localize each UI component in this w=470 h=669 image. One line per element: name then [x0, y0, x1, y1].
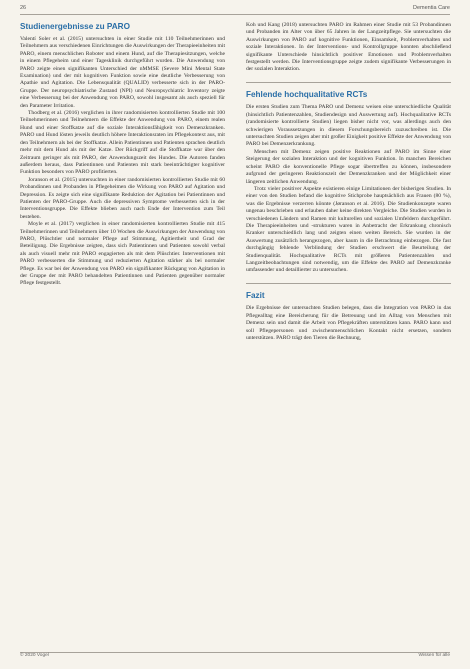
footer-copyright: © 2020 Vogel — [20, 653, 49, 658]
section-divider — [246, 283, 451, 284]
paragraph: Thodberg et al. (2016) verglichen in ihrer randomisierten kontrollierten Studie mit 100 Teilnehmerinnen und Teilnehmern die Effekte der Anwendung von PARO, einem realen Hund und einer Stoffkatze auf die soziale Interaktionsfähigkeit von Demenzkranken. PARO und Hund lösten jeweils deutlich höhere Interaktionsraten im Pflegekontext aus, mit den Teilnehmern als bei der Stoffkatze. Allein Patientinnen und Patienten sprachen deutlich mehr mit dem Hund als mit der Katze. Der Rückgriff auf die Stoffkatze war über den Zeitraum geringer als mit PARO, der Anwendungszeit des Hundes. Die Autoren fanden außerdem heraus, dass Patientinnen und Patienten mit stark beeinträchtigter kognitiver Funktion besonders von PARO profitierten. — [20, 110, 225, 176]
paragraph: Die Ergebnisse der untersuchten Studien belegen, dass die Integration von PARO in das Pflegealltag eine Bereicherung für die Betreuung und im Alltag von Menschen mit Demenz sein und damit die Arbeit von Pflegekräften unterstützen kann. PARO kann und soll Pflegepersonen und zwischenmenschlichen Kontakt nicht ersetzen, sondern unterstützen. PARO trägt den Tieren die Rechnung, — [246, 305, 451, 341]
journal-title: Dementia Care — [413, 5, 450, 11]
right-column — [246, 22, 451, 342]
footer-site: Wissen für alle — [418, 653, 450, 658]
paragraph: Menschen mit Demenz zeigen positive Reaktionen auf PARO im Sinne einer Steigerung der sozialen Interaktion und der kognitiven Funktion. In manchen Bereichen scheint PARO die konventionelle Pflege sogar übertreffen zu können, insbesondere aufgrund der geringeren Reaktionszeit der Demenzkranken und der Möglichkeit einer längeren zeitlichen Anwendung. — [246, 148, 451, 185]
page-number: 26 — [20, 5, 27, 11]
section-heading-rcts: Fehlende hochqualitative RCTs — [246, 90, 368, 100]
header-divider — [20, 14, 450, 15]
paragraph: Valentí Soler et al. (2015) untersuchten in einer Studie mit 110 Teilnehmerinnen und Teilnehmern aus verschiedenen Einrichtungen die Auswirkungen der Therapieeinheiten mit PARO, einem menschlichen Roboter und einem Hund, auf die Therapiesitzungen, welche in einem Pflegeheim und einer Tagesklinik durchgeführt wurden. Die Anwendung von PARO zeigte einen signifikanten Unterschied der nMMSE (Severe Mini Mental State Examination) und der mit kognitiven Funktion sowie eine deutliche Verbesserung von Apathie und Agitation. Die Lebensqualität (QUALID) verbesserte sich in der PARO-Gruppe. Der neuropsychiatrische Zustand (NPI) und Neuropsychiatric Inventory zeigte eine Verbesserung bei der Anwendung von PARO, sowohl insgesamt als auch speziell für den Parameter Irritation. — [20, 36, 225, 109]
paragraph: Trotz vieler positiver Aspekte existieren einige Limitationen der bisherigen Studien. In einer von den Studien befand die kognitive Stichprobe hauptsächlich aus Frauen (80 %), was die Ergebnisse verzerren könnte (Jøranson et al. 2016). Die Studienkonzepte waren ungenau beschrieben und erlauben daher keine direkten Vergleiche. Die Studien wurden in verschiedenen Ländern und Ramen mit kulturellen und sozialen Umfeldern durchgeführt. Die Therapieeinheiten und -strukturen waren in Anbetracht der Erkrankung chronisch Kranker unterschiedlich lang und zeigten einen weiten Bereich. Sie wurden in der Auswertung zusätzlich herangezogen, aber kaum in die Betrachtung einbezogen. Die fast durchgängig fehlende Verblindung der Studien erschwert die Beurteilung der Studienqualität. Hochqualitative RCTs mit größeren Patientenzahlen und Langzeitbeobachtungen sind notwendig, um die Effekte des PARO auf Demenzkranke umfassender und detaillierter zu untersuchen. — [246, 185, 451, 274]
paragraph: Die ersten Studien zum Thema PARO und Demenz weisen eine unterschiedliche Qualität (hinsichtlich Patientenzahlen, Studiendesign und Auswertung auf). Hochqualitative RCTs (randomisierte kontrollierte Studien) liegen bisher nicht vor, was allerdings auch den schwierigen Voraussetzungen in diesem Forschungsbereich zuzuschreiben ist. Die untersuchten Studien zeigen aber mit großer Einigkeit positive Effekte der Anwendung von PARO bei Demenzerkrankung. — [246, 104, 451, 148]
paragraph: Joranson et al. (2015) untersuchten in einer randomisierten kontrollierten Studie mit 60 Probandinnen und Probanden in Pflegeheimen die Wirkung von PARO auf Agitation und Depression. Es zeigte sich eine signifikante Reduktion der Agitation bei Patientinnen und Patienten der PARO-Gruppe. Auch die depressiven Symptome verbesserten sich in der Interventionsgruppe. Die Effekte blieben auch nach Ende der Intervention zum Teil bestehen. — [20, 176, 225, 220]
left-column — [20, 22, 225, 288]
paragraph: Koh und Kang (2018) untersuchten PARO im Rahmen einer Studie mit 53 Probandinnen und Probanden im Alter von über 65 Jahren in der Langzeitpflege. Sie untersuchten die Auswirkungen von PARO auf kognitive Funktionen, Einsamkeit, Problemverhalten und soziale Interaktionen. In der Interventions- und Kontrollgruppe konnten abschließend signifikante Unterschiede hinsichtlich positiver Emotionen und Problemverhalten festgestellt werden. Die Interventionsgruppe zeigte zudem signifikante Verbesserungen in der sozialen Interaktion. — [246, 22, 451, 73]
section-divider — [246, 82, 451, 83]
section-heading-studienergebnisse: Studienergebnisse zu PARO — [20, 22, 130, 31]
section-heading-fazit: Fazit — [246, 291, 265, 301]
paragraph: Moyle et al. (2017) verglichen in einer randomisierten kontrollierten Studie mit 415 Teilnehmerinnen und Teilnehmern über 10 Wochen die Auswirkungen der Anwendung von PARO, Plüschtier und normaler Pflege auf Stimmung, Agitiertheit und Grad der Beteiligung. Die Ergebnisse zeigten, dass sich Patientinnen und Patienten sowohl verbal als auch visuell mehr mit PARO engagierten als mit dem Plüschtier. Interventionen mit PARO verbesserten die Stimmung und reduzierten Agitation stärker als bei normaler Pflege. Es war bei der Anwendung von PARO ein signifikanter Rückgang von Agitation in der Gruppe der mit PARO behandelten Patientinnen und Patienten gegenüber normaler Pflege festgestellt. — [20, 221, 225, 287]
page-footer — [20, 653, 450, 663]
